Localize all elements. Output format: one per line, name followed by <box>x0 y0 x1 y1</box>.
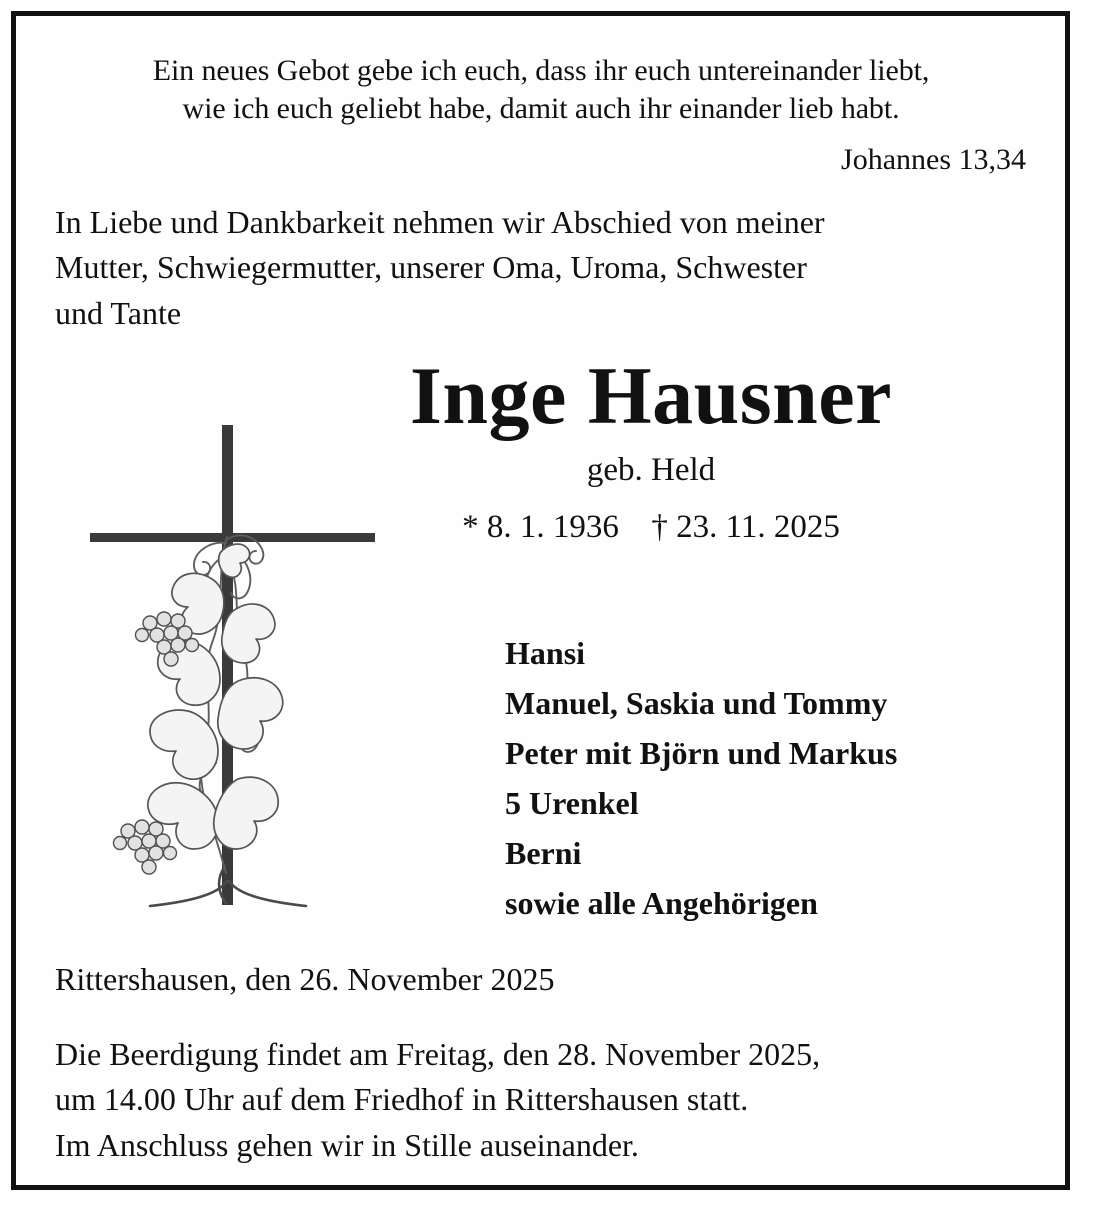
survivors-list <box>505 628 1045 928</box>
intro-line-2: Mutter, Schwiegermutter, unserer Oma, Uroma, Schwester <box>55 249 807 286</box>
death-date: 23. 11. 2025 <box>676 509 840 546</box>
list-item: sowie alle Angehörigen <box>505 885 818 922</box>
life-dates <box>296 509 1006 545</box>
intro-line-3: und Tante <box>55 294 182 331</box>
intro-paragraph <box>55 200 1055 336</box>
list-item: Manuel, Saskia und Tommy <box>505 685 888 722</box>
scripture-verse <box>46 52 1036 129</box>
maiden-name: geb. Held <box>586 451 716 488</box>
list-item: Peter mit Björn und Markus <box>505 735 898 772</box>
list-item: Hansi <box>505 635 586 671</box>
verse-line-1: Ein neues Gebot gebe ich euch, dass ihr euch untereinander liebt, <box>152 54 930 87</box>
arrangements-line-1: Die Beerdigung findet am Freitag, den 28. November 2025, <box>55 1036 821 1072</box>
intro-line-1: In Liebe und Dankbarkeit nehmen wir Abschied von meiner <box>55 204 825 240</box>
obituary-notice <box>11 11 1070 1190</box>
verse-line-2: wie ich euch geliebt habe, damit auch ihr einander lieb habt. <box>182 92 900 126</box>
list-item: Berni <box>505 835 582 872</box>
verse-reference: Johannes 13,34 <box>841 143 1026 176</box>
place-and-date: Rittershausen, den 26. November 2025 <box>55 961 555 997</box>
arrangements-line-2: um 14.00 Uhr auf dem Friedhof in Rittershausen statt. <box>55 1081 749 1118</box>
birth-symbol-icon: * <box>462 509 479 546</box>
arrangements-line-3: Im Anschluss gehen wir in Stille auseinander. <box>55 1126 639 1163</box>
deceased-block <box>296 350 1006 546</box>
notice-inner <box>16 16 1065 1185</box>
vine-leaves <box>148 544 283 849</box>
birth-date: 8. 1. 1936 <box>486 509 619 546</box>
deceased-name: Inge Hausner <box>409 350 893 441</box>
death-symbol-icon: † <box>651 509 668 546</box>
list-item: 5 Urenkel <box>505 785 639 822</box>
funeral-arrangements <box>55 1032 1055 1168</box>
